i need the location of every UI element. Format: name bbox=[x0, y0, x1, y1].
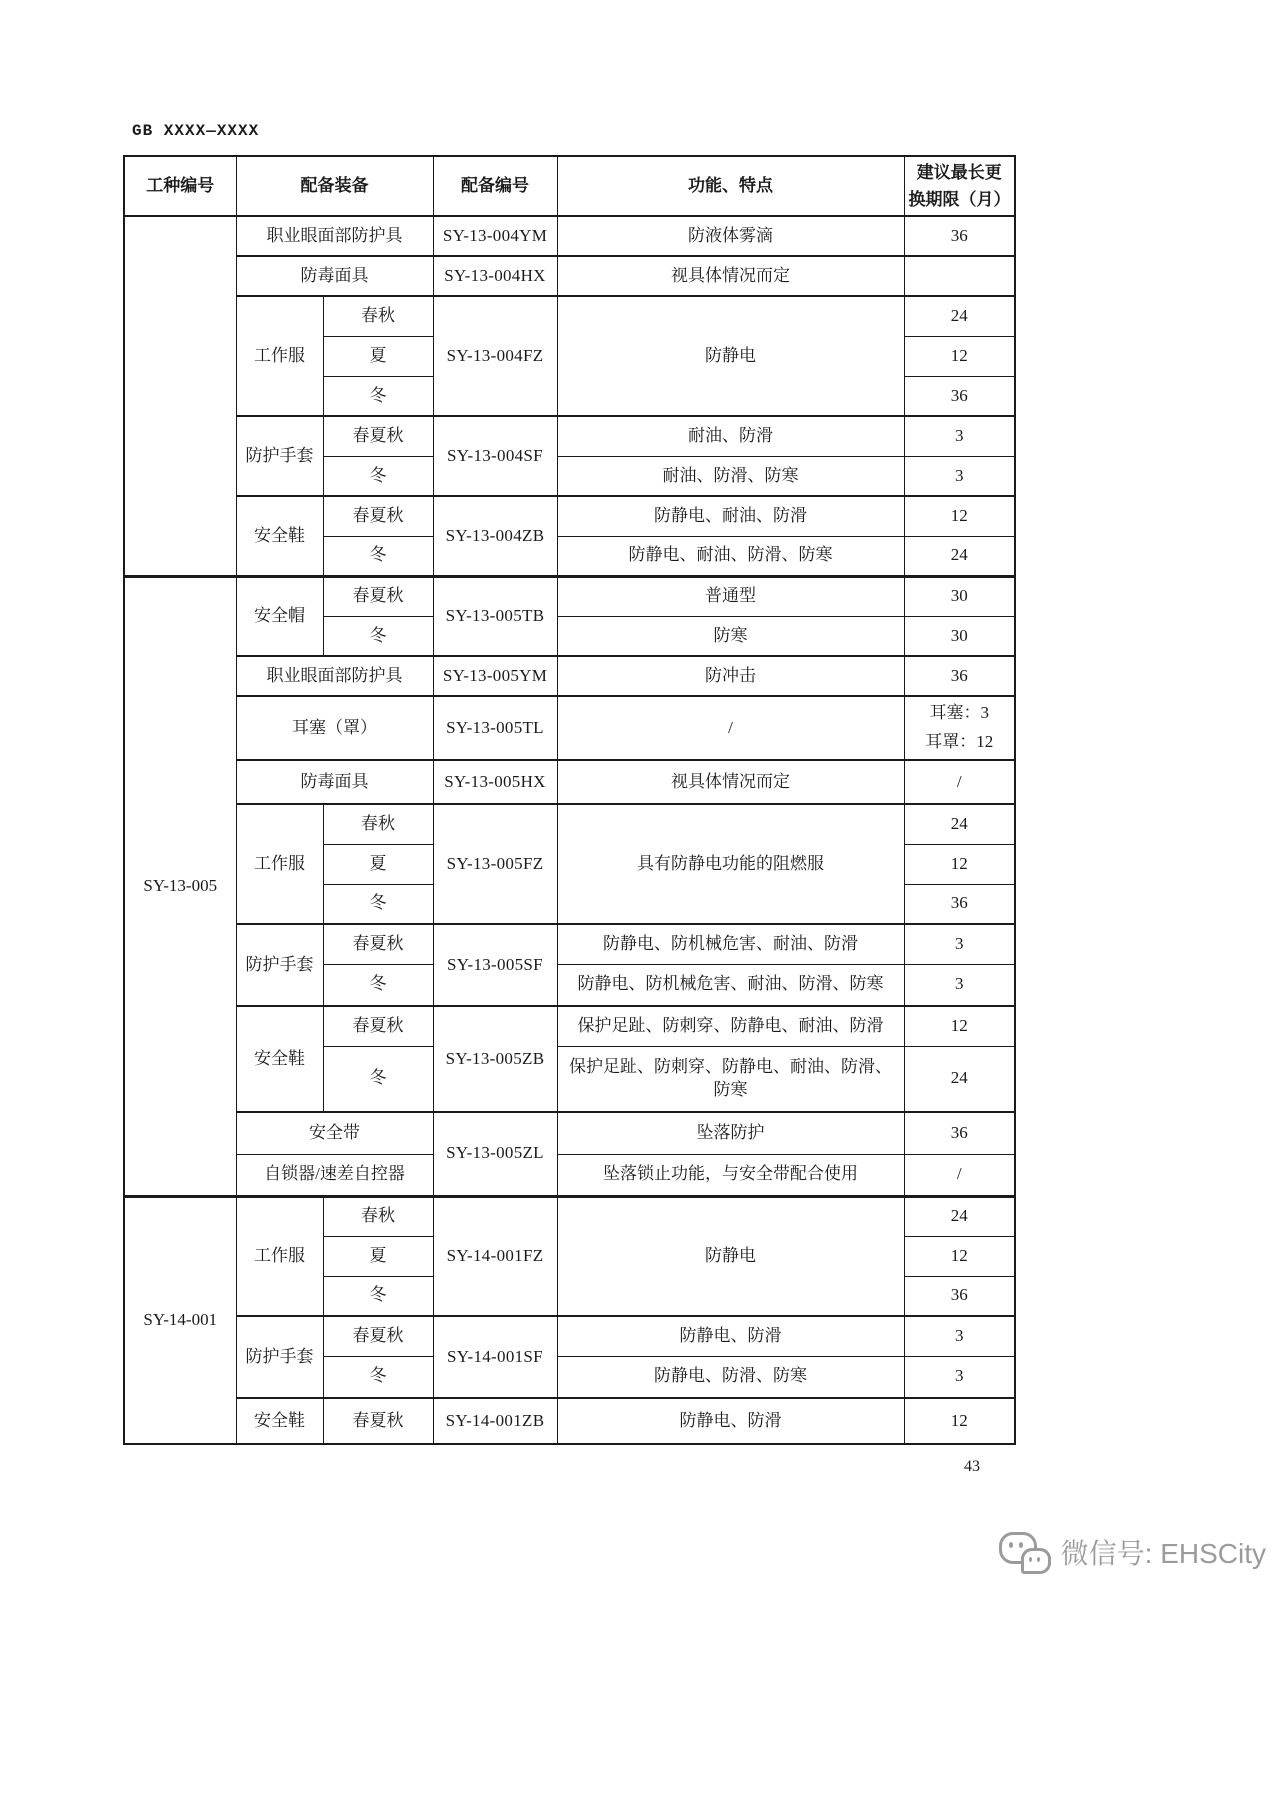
code-cell: SY-13-005ZL bbox=[433, 1112, 557, 1196]
season-cell: 春夏秋 bbox=[323, 416, 433, 456]
months-cell bbox=[904, 696, 1015, 760]
wechat-icon bbox=[997, 1528, 1053, 1576]
months-line2: 耳罩：12 bbox=[925, 732, 994, 752]
season-cell: 春夏秋 bbox=[323, 496, 433, 536]
code-cell: SY-14-001ZB bbox=[433, 1398, 557, 1444]
job-code-cell bbox=[124, 216, 236, 576]
equipment-cell: 防护手套 bbox=[236, 924, 323, 1006]
months-cell: / bbox=[904, 760, 1015, 804]
table-row bbox=[124, 416, 1015, 456]
equipment-cell: 防毒面具 bbox=[236, 760, 433, 804]
months-cell: 36 bbox=[904, 216, 1015, 256]
code-cell: SY-13-005HX bbox=[433, 760, 557, 804]
table-row bbox=[124, 1196, 1015, 1236]
season-cell: 冬 bbox=[323, 884, 433, 924]
watermark bbox=[997, 1528, 1266, 1576]
season-cell: 春夏秋 bbox=[323, 1006, 433, 1046]
table-row bbox=[124, 1154, 1015, 1196]
table-row bbox=[124, 576, 1015, 616]
season-cell: 冬 bbox=[323, 1276, 433, 1316]
table-row bbox=[124, 1112, 1015, 1154]
season-cell: 冬 bbox=[323, 456, 433, 496]
features-cell: 防静电、耐油、防滑、防寒 bbox=[557, 536, 904, 576]
equipment-cell: 职业眼面部防护具 bbox=[236, 656, 433, 696]
season-cell: 夏 bbox=[323, 844, 433, 884]
table-row bbox=[124, 1316, 1015, 1356]
features-cell: 防静电、防滑 bbox=[557, 1398, 904, 1444]
season-cell: 春夏秋 bbox=[323, 1398, 433, 1444]
months-cell: 36 bbox=[904, 376, 1015, 416]
ppe-table bbox=[123, 155, 1016, 1445]
header-equip-code: 配备编号 bbox=[433, 156, 557, 216]
season-cell: 冬 bbox=[323, 536, 433, 576]
features-cell: 防静电、防机械危害、耐油、防滑 bbox=[557, 924, 904, 964]
code-cell: SY-13-004SF bbox=[433, 416, 557, 496]
table-row bbox=[124, 804, 1015, 844]
watermark-text: 微信号: EHSCity bbox=[1060, 1538, 1266, 1569]
equipment-cell: 安全鞋 bbox=[236, 1006, 323, 1112]
equipment-cell: 防毒面具 bbox=[236, 256, 433, 296]
equipment-cell: 安全鞋 bbox=[236, 1398, 323, 1444]
table-row bbox=[124, 496, 1015, 536]
table-row bbox=[124, 1006, 1015, 1046]
season-cell: 夏 bbox=[323, 336, 433, 376]
code-cell: SY-13-005ZB bbox=[433, 1006, 557, 1112]
table-row bbox=[124, 296, 1015, 336]
doc-code: GB XXXX—XXXX bbox=[132, 122, 260, 140]
features-cell: 防寒 bbox=[557, 616, 904, 656]
months-cell: 12 bbox=[904, 1398, 1015, 1444]
page-number: 43 bbox=[964, 1458, 980, 1475]
season-cell: 春秋 bbox=[323, 1196, 433, 1236]
features-cell: 防静电 bbox=[557, 296, 904, 416]
months-cell: 3 bbox=[904, 416, 1015, 456]
months-cell: 3 bbox=[904, 1356, 1015, 1398]
features-cell: 防静电、耐油、防滑 bbox=[557, 496, 904, 536]
months-cell: 12 bbox=[904, 496, 1015, 536]
equipment-cell: 耳塞（罩） bbox=[236, 696, 433, 760]
months-cell: 30 bbox=[904, 576, 1015, 616]
code-cell: SY-13-005SF bbox=[433, 924, 557, 1006]
months-cell: 24 bbox=[904, 296, 1015, 336]
features-cell: / bbox=[557, 696, 904, 760]
months-cell: 3 bbox=[904, 1316, 1015, 1356]
code-cell: SY-13-004HX bbox=[433, 256, 557, 296]
features-cell: 保护足趾、防刺穿、防静电、耐油、防滑 bbox=[557, 1006, 904, 1046]
months-cell: / bbox=[904, 1154, 1015, 1196]
months-cell: 36 bbox=[904, 1112, 1015, 1154]
header-replace-period bbox=[904, 156, 1015, 216]
months-cell: 30 bbox=[904, 616, 1015, 656]
equipment-cell: 安全帽 bbox=[236, 576, 323, 656]
season-cell: 春夏秋 bbox=[323, 576, 433, 616]
months-line1: 耳塞：3 bbox=[929, 703, 989, 723]
features-cell: 普通型 bbox=[557, 576, 904, 616]
table-row bbox=[124, 1398, 1015, 1444]
months-cell: 24 bbox=[904, 536, 1015, 576]
features-cell: 视具体情况而定 bbox=[557, 256, 904, 296]
season-cell: 冬 bbox=[323, 616, 433, 656]
equipment-cell: 工作服 bbox=[236, 804, 323, 924]
equipment-cell: 防护手套 bbox=[236, 1316, 323, 1398]
code-cell: SY-13-005TB bbox=[433, 576, 557, 656]
code-cell: SY-13-004YM bbox=[433, 216, 557, 256]
code-cell: SY-13-005YM bbox=[433, 656, 557, 696]
job-code-cell: SY-14-001 bbox=[124, 1196, 236, 1444]
features-cell: 防冲击 bbox=[557, 656, 904, 696]
table-row bbox=[124, 216, 1015, 256]
features-cell: 防液体雾滴 bbox=[557, 216, 904, 256]
months-cell bbox=[904, 256, 1015, 296]
table-header-row bbox=[124, 156, 1015, 216]
season-cell: 冬 bbox=[323, 1356, 433, 1398]
features-cell: 坠落防护 bbox=[557, 1112, 904, 1154]
table-row bbox=[124, 760, 1015, 804]
months-cell: 24 bbox=[904, 804, 1015, 844]
equipment-cell: 职业眼面部防护具 bbox=[236, 216, 433, 256]
table-row bbox=[124, 696, 1015, 760]
equipment-cell: 工作服 bbox=[236, 296, 323, 416]
months-cell: 12 bbox=[904, 1236, 1015, 1276]
code-cell: SY-14-001SF bbox=[433, 1316, 557, 1398]
features-cell: 视具体情况而定 bbox=[557, 760, 904, 804]
header-replace-line1: 建议最长更 bbox=[916, 163, 1002, 182]
job-code-cell: SY-13-005 bbox=[124, 576, 236, 1196]
features-cell: 防静电、防滑、防寒 bbox=[557, 1356, 904, 1398]
season-cell: 春秋 bbox=[323, 296, 433, 336]
code-cell: SY-13-004ZB bbox=[433, 496, 557, 576]
months-cell: 12 bbox=[904, 844, 1015, 884]
features-cell: 具有防静电功能的阻燃服 bbox=[557, 804, 904, 924]
code-cell: SY-13-005FZ bbox=[433, 804, 557, 924]
header-job-code: 工种编号 bbox=[124, 156, 236, 216]
table-row bbox=[124, 924, 1015, 964]
months-cell: 3 bbox=[904, 456, 1015, 496]
header-replace-line2: 换期限（月） bbox=[908, 190, 1011, 210]
header-equipment: 配备装备 bbox=[236, 156, 433, 216]
season-cell: 春夏秋 bbox=[323, 924, 433, 964]
features-cell: 保护足趾、防刺穿、防静电、耐油、防滑、防寒 bbox=[557, 1046, 904, 1112]
features-cell: 耐油、防滑、防寒 bbox=[557, 456, 904, 496]
code-cell: SY-13-004FZ bbox=[433, 296, 557, 416]
months-cell: 3 bbox=[904, 924, 1015, 964]
equipment-cell: 自锁器/速差自控器 bbox=[236, 1154, 433, 1196]
season-cell: 冬 bbox=[323, 964, 433, 1006]
months-cell: 24 bbox=[904, 1046, 1015, 1112]
equipment-cell: 防护手套 bbox=[236, 416, 323, 496]
season-cell: 冬 bbox=[323, 1046, 433, 1112]
features-cell: 坠落锁止功能，与安全带配合使用 bbox=[557, 1154, 904, 1196]
months-cell: 36 bbox=[904, 1276, 1015, 1316]
code-cell: SY-14-001FZ bbox=[433, 1196, 557, 1316]
table-row bbox=[124, 656, 1015, 696]
months-cell: 12 bbox=[904, 336, 1015, 376]
equipment-cell: 工作服 bbox=[236, 1196, 323, 1316]
months-cell: 36 bbox=[904, 656, 1015, 696]
season-cell: 春秋 bbox=[323, 804, 433, 844]
season-cell: 春夏秋 bbox=[323, 1316, 433, 1356]
months-cell: 12 bbox=[904, 1006, 1015, 1046]
months-cell: 24 bbox=[904, 1196, 1015, 1236]
months-cell: 36 bbox=[904, 884, 1015, 924]
season-cell: 夏 bbox=[323, 1236, 433, 1276]
header-features: 功能、特点 bbox=[557, 156, 904, 216]
features-cell: 防静电、防滑 bbox=[557, 1316, 904, 1356]
season-cell: 冬 bbox=[323, 376, 433, 416]
equipment-cell: 安全带 bbox=[236, 1112, 433, 1154]
features-cell: 耐油、防滑 bbox=[557, 416, 904, 456]
features-cell: 防静电 bbox=[557, 1196, 904, 1316]
features-cell: 防静电、防机械危害、耐油、防滑、防寒 bbox=[557, 964, 904, 1006]
months-cell: 3 bbox=[904, 964, 1015, 1006]
table-row bbox=[124, 256, 1015, 296]
equipment-cell: 安全鞋 bbox=[236, 496, 323, 576]
code-cell: SY-13-005TL bbox=[433, 696, 557, 760]
